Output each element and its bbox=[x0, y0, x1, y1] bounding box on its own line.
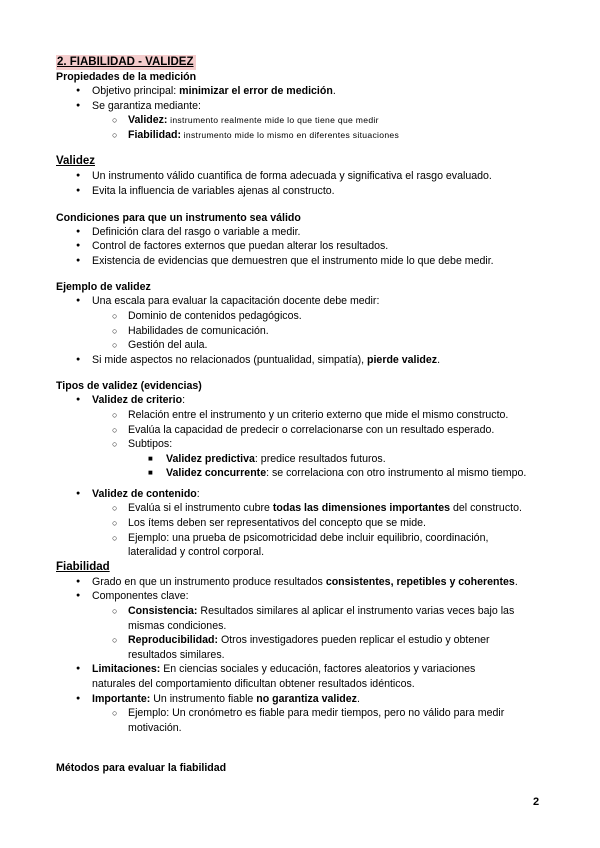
list-item: ● Si mide aspectos no relacionados (puntualidad, simpatía), pierde validez. bbox=[56, 353, 546, 368]
list-item: ● Validez de contenido: bbox=[56, 487, 546, 502]
list-item: ● Se garantiza mediante: bbox=[56, 99, 546, 114]
list-item: ○ Evalúa la capacidad de predecir o correlacionarse con un resultado esperado. bbox=[56, 423, 546, 438]
list-item: ● Un instrumento válido cuantifica de forma adecuada y significativa el rasgo evaluado. bbox=[56, 169, 546, 184]
list-item: ○ Dominio de contenidos pedagógicos. bbox=[56, 309, 546, 324]
list-item: ● Evita la influencia de variables ajenas al constructo. bbox=[56, 184, 546, 199]
contenido-list bbox=[56, 487, 546, 560]
section-title: 2. FIABILIDAD - VALIDEZ bbox=[57, 56, 194, 68]
list-item: ● Definición clara del rasgo o variable a medir. bbox=[56, 225, 546, 240]
list-item: ○ Los ítems deben ser representativos del concepto que se mide. bbox=[56, 516, 546, 531]
validez-heading: Validez bbox=[56, 155, 95, 168]
list-item: ○ Consistencia: Resultados similares al aplicar el instrumento varias veces bajo las mismas condiciones. bbox=[56, 604, 546, 633]
metodos-heading: Métodos para evaluar la fiabilidad bbox=[56, 762, 227, 775]
propiedades-heading: Propiedades de la medición bbox=[56, 71, 197, 83]
list-item: ● Control de factores externos que puedan alterar los resultados. bbox=[56, 239, 546, 254]
list-item: ● Objetivo principal: minimizar el error de medición. bbox=[56, 84, 546, 99]
condiciones-list bbox=[56, 225, 546, 269]
document-content bbox=[56, 55, 546, 775]
list-item: ● Importante: Un instrumento fiable no garantiza validez. bbox=[56, 692, 546, 707]
list-item: ● Una escala para evaluar la capacitación docente debe medir: bbox=[56, 294, 546, 309]
tipos-list bbox=[56, 393, 546, 481]
list-item: ● Limitaciones: En ciencias sociales y educación, factores aleatorios y variaciones naturales del comportamiento dificultan obtener resultados idénticos. bbox=[56, 662, 546, 691]
list-item: ○ Subtipos: bbox=[56, 437, 546, 452]
list-item: ○ Ejemplo: una prueba de psicomotricidad debe incluir equilibrio, coordinación, lateralidad y control corporal. bbox=[56, 531, 546, 560]
list-item: ● Grado en que un instrumento produce resultados consistentes, repetibles y coherentes. bbox=[56, 575, 546, 590]
list-item: ● Componentes clave: bbox=[56, 589, 546, 604]
list-item: ■ Validez predictiva: predice resultados futuros. bbox=[56, 452, 546, 467]
list-item: ○ Validez: instrumento realmente mide lo que tiene que medir bbox=[56, 113, 546, 128]
list-item: ○ Fiabilidad: instrumento mide lo mismo en diferentes situaciones bbox=[56, 128, 546, 143]
fiabilidad-heading: Fiabilidad bbox=[56, 560, 110, 573]
list-item: ● Existencia de evidencias que demuestren que el instrumento mide lo que debe medir. bbox=[56, 254, 546, 269]
list-item: ○ Evalúa si el instrumento cubre todas las dimensiones importantes del constructo. bbox=[56, 501, 546, 516]
page-number: 2 bbox=[533, 796, 540, 808]
list-item: ○ Relación entre el instrumento y un criterio externo que mide el mismo constructo. bbox=[56, 408, 546, 423]
list-item: ■ Validez concurrente: se correlaciona con otro instrumento al mismo tiempo. bbox=[56, 466, 546, 481]
list-item: ○ Ejemplo: Un cronómetro es fiable para medir tiempos, pero no válido para medir motivación. bbox=[56, 706, 546, 735]
fiabilidad-list bbox=[56, 575, 546, 736]
list-item: ○ Gestión del aula. bbox=[56, 338, 546, 353]
ejemplo-heading: Ejemplo de validez bbox=[56, 281, 151, 294]
list-item: ○ Habilidades de comunicación. bbox=[56, 324, 546, 339]
validez-list bbox=[56, 169, 546, 198]
list-item: ● Validez de criterio: bbox=[56, 393, 546, 408]
condiciones-heading: Condiciones para que un instrumento sea válido bbox=[56, 211, 301, 224]
tipos-heading: Tipos de validez (evidencias) bbox=[56, 380, 202, 393]
ejemplo-list bbox=[56, 294, 546, 367]
propiedades-list bbox=[56, 84, 546, 142]
list-item: ○ Reproducibilidad: Otros investigadores pueden replicar el estudio y obtener resultados similares. bbox=[56, 633, 546, 662]
